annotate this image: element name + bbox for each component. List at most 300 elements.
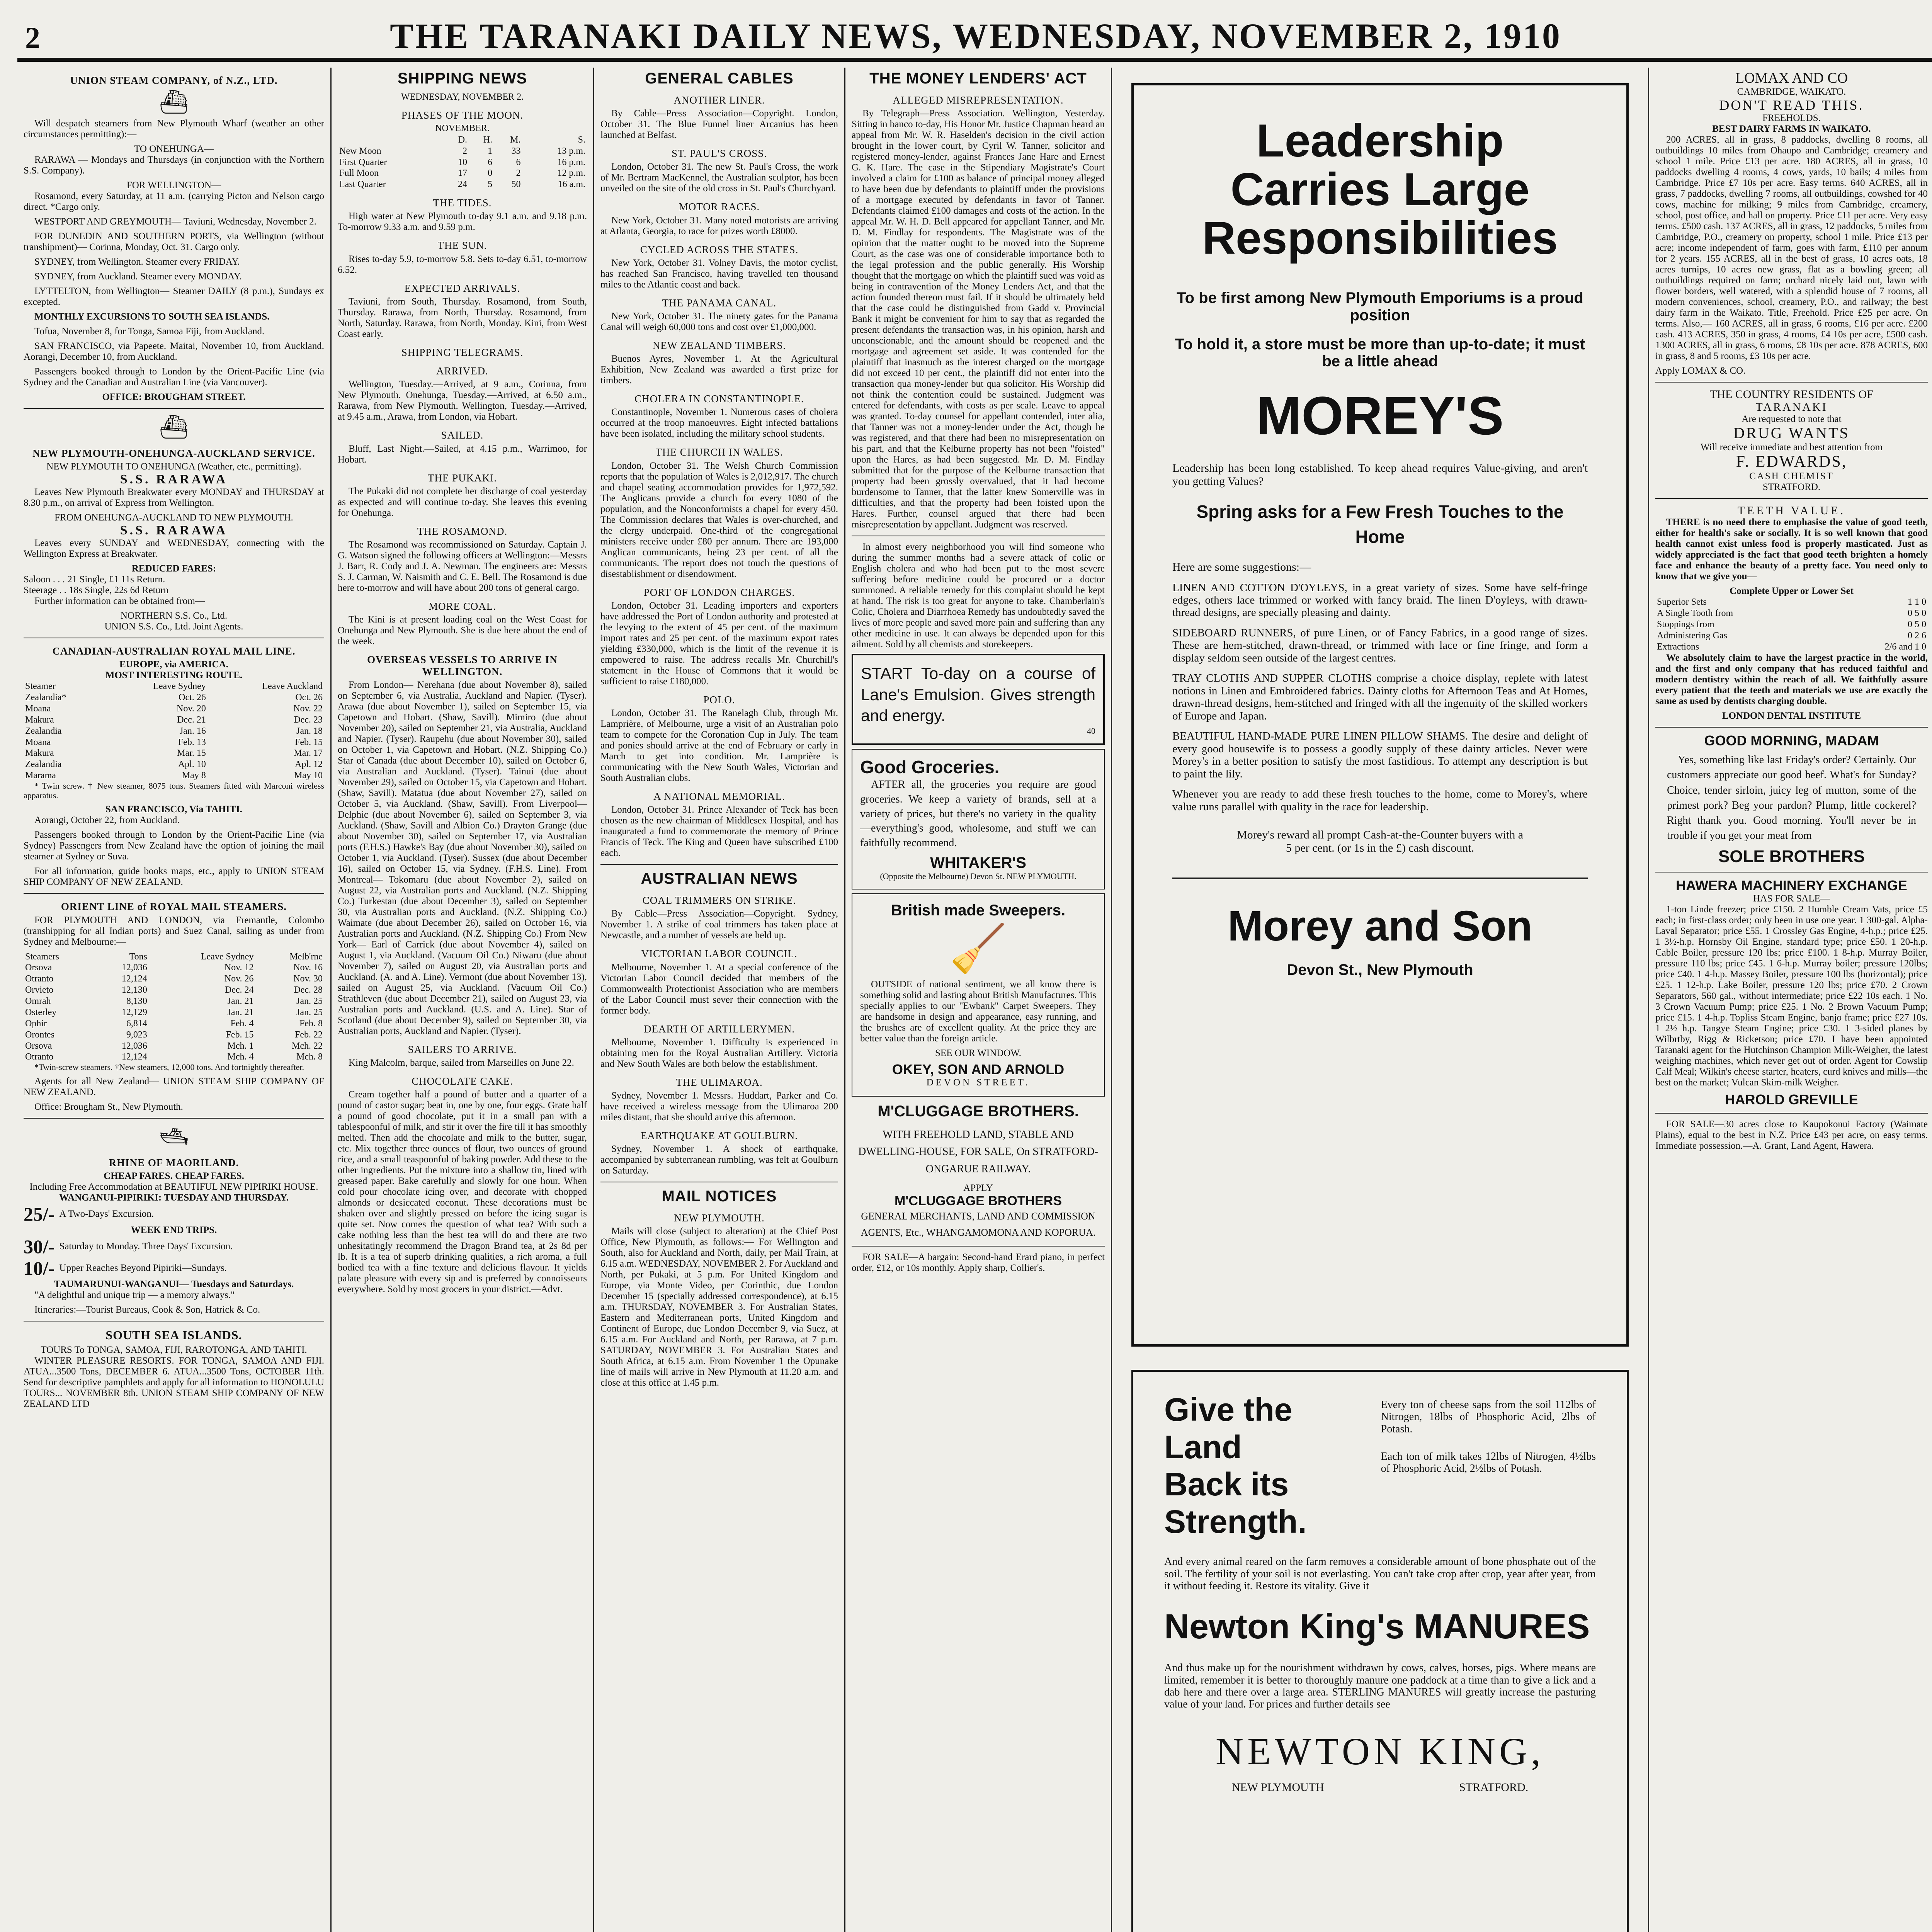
sweepers-heading: British made Sweepers. <box>891 902 1066 919</box>
table-cell: 12 p.m. <box>557 168 585 179</box>
table-cell: M. <box>510 134 521 145</box>
pukaki-heading: THE PUKAKI. <box>428 472 497 484</box>
union-header: UNION STEAM COMPANY, of N.Z., LTD. <box>70 75 278 86</box>
phases-moon: PHASES OF THE MOON. <box>401 109 524 121</box>
memorial: London, October 31. Prince Alexander of Teck has been chosen as the new chairman of Middlesex Hospital, and has inaugurated a fund to commemorate the memory of Prince Francis of Teck. The King and Queen have subscribed £100 each. <box>600 804 838 859</box>
text-3: And every animal reared on the farm removes a considerable amount of bone phosphate out of the soil. The fertility of your soil is not everlasting. You can't take crop after crop, year after year, from it without feeding it. Restore its vitality. Give it <box>1164 1556 1596 1592</box>
table-cell: 12,036 <box>121 1041 147 1051</box>
madam-body: Yes, something like last Friday's order? Certainly. Our customers appreciate our good beef. What's for Sunday? Choice, tender sirloin, juicy leg of mutton, some of the primest pork? Beg your pardon? Plump, little cockerel? Right thank you. Good morning. You'll never be in trouble if you get your meat from <box>1667 754 1916 842</box>
tides-heading: THE TIDES. <box>433 197 492 209</box>
ulimaroa-heading: THE ULIMAROA. <box>676 1076 763 1088</box>
table-cell: Feb. 8 <box>299 1018 323 1029</box>
masthead <box>17 15 1932 62</box>
table-row <box>24 692 324 703</box>
table-row <box>24 703 324 714</box>
table-row <box>1655 619 1928 630</box>
lyttelton: LYTTELTON, from Wellington— Steamer DAILY (8 p.m.), Sundays ex excepted. <box>24 286 324 308</box>
table-cell: 5 <box>488 179 493 190</box>
newspaper-title: THE TARANAKI DAILY NEWS, WEDNESDAY, NOVEMBER 2, 1910 <box>390 16 1561 56</box>
teeth-2: We absolutely claim to have the largest practice in the world, and the first and only company that has reduced faithful and modern dentistry within the reach of all. We faithfully assure every patient that the teeth and materials we use are exactly the same as used by dentists charging double. <box>1655 652 1928 706</box>
piano-for-sale: FOR SALE—A bargain: Second-hand Erard piano, in perfect order, £12, or 10s monthly. Apply sharp, Collier's. <box>852 1252 1105 1274</box>
morey-box <box>1131 83 1629 1347</box>
money-lenders-header: THE MONEY LENDERS' ACT <box>869 70 1087 87</box>
col-shipping-news <box>330 68 593 1932</box>
tides: High water at New Plymouth to-day 9.1 a.m. and 9.18 p.m. To-morrow 9.33 a.m. and 9.59 p.m. <box>338 211 587 233</box>
labor-heading: VICTORIAN LABOR COUNCIL. <box>641 948 798 960</box>
table-cell: Mch. 1 <box>227 1041 254 1051</box>
drug-body: Will receive immediate and best attention from <box>1700 442 1883 452</box>
timbers: Buenos Ayres, November 1. At the Agricultural Exhibition, New Zealand was awarded a first prize for timbers. <box>600 354 838 386</box>
table-cell: Makura <box>25 748 54 759</box>
table-cell: 12,129 <box>121 1007 147 1017</box>
lane-title: START To-day on a course of Lane's Emulsion. Gives strength and energy. <box>861 664 1095 725</box>
table-cell: Dec. 24 <box>224 985 254 995</box>
table-cell: First Quarter <box>339 157 387 167</box>
table-row <box>1655 630 1928 641</box>
from-onehunga: FROM ONEHUNGA-AUCKLAND TO NEW PLYMOUTH. <box>54 512 293 523</box>
general-merchants: GENERAL MERCHANTS, LAND AND COMMISSION AGENTS, Etc., WHANGAMOMONA AND KOPORUA. <box>861 1211 1096 1238</box>
table-cell: Orsova <box>25 1041 52 1051</box>
for-wellington: FOR WELLINGTON— <box>126 180 221 191</box>
table-cell: S. <box>578 134 585 145</box>
table-cell: New Moon <box>339 146 381 156</box>
ss-rarawa-2: S.S. RARAWA <box>120 523 228 537</box>
table-row <box>24 1051 324 1063</box>
pauls: London, October 31. The new St. Paul's Cross, the work of Mr. Bertram MacKennel, the Australian sculptor, has been unveiled on the site of the old cross in St. Paul's Churchyard. <box>600 162 838 194</box>
polo-heading: POLO. <box>703 694 735 706</box>
table-cell: 1 1 0 <box>1908 597 1926 607</box>
delightful: "A delightful and unique trip — a memory always." <box>34 1290 235 1301</box>
fare-1-price: 25/- <box>24 1203 55 1225</box>
sweepers-body: OUTSIDE of national sentiment, we all know there is something solid and lasting about British Manufactures. This specially applies to our "Ewbank" Carpet Sweepers. They are handsome in design and appearance, easy running, and the brushes are of excellent quality. At the price they are better value than the foreign article. <box>860 979 1096 1044</box>
table-cell: 12,130 <box>121 985 147 995</box>
table-row <box>24 1029 324 1041</box>
farms: 200 ACRES, all in grass, 8 paddocks, dwelling 8 rooms, all outbuildings 10 miles from Ohaupo and Cambridge; creamery and school 1 mile. Price £13 per acre. 180 ACRES, all in grass, 10 paddocks dwelling 4 rooms, 4 cows, yards, 10 bails; 4 miles from Cambridge. Price £7 10s per acre. Easy terms. 640 ACRES, all in grass, 7 paddocks, dwelling 7 rooms, all outbuildings, cowshed for 40 cows, machine for milking; 9 miles from Cambridge, creamery, school, post office, and hall on property. Price £11 per acre. Very easy terms. £500 cash. 137 ACRES, all in grass, 12 paddocks, 5 miles from Cambridge, P.O., creamery on property, school 1 mile. Price £13 per acre; income independent of farm, goes with farm, £110 per annum for 2 years. 155 ACRES, all in the best of grass, 10 acres oats, 18 acres turnips, 10 acres new grass, flat as a bowling green; all outbuildings required on farm; orchard nicely laid out, lawn with flower borders, well watered, with a splendid house of 7 rooms, all modern conveniences, school, creamery, P.O., and railway; the best dairy farm in the Waikato. Title, Freehold. Price £25 per acre. On terms. Also,— 160 ACRES, all in grass, 6 rooms, £16 per acre. £200 cash. 413 ACRES, 350 in grass, 4 rooms, £4 10s per acre, £500 cash. 1300 ACRES, all in grass, 6 rooms, £8 10s per acre. 878 ACRES, 600 in grass, 8 and 5 rooms, £3 10s per acre. <box>1655 134 1928 361</box>
table-cell: 2 <box>516 168 521 179</box>
pass-booked: Passengers booked through to London by the Orient-Pacific Line (via Sydney) Passengers from New Zealand have the option of joining the mail steamer at Sydney or Suva. <box>24 830 324 862</box>
rosamond-heading: THE ROSAMOND. <box>417 525 508 537</box>
panama-heading: THE PANAMA CANAL. <box>662 297 777 309</box>
pauls-heading: ST. PAUL'S CROSS. <box>672 148 767 160</box>
table-cell: Superior Sets <box>1657 597 1707 607</box>
sydney-auckland: SYDNEY, from Auckland. Steamer every MONDAY. <box>34 271 242 282</box>
town-stratford: STRATFORD. <box>1459 1781 1529 1794</box>
table-row <box>24 1041 324 1052</box>
telegrams-heading: SHIPPING TELEGRAMS. <box>401 346 524 358</box>
expected: Taviuni, from South, Thursday. Rosamond, from South, Thursday. Rarawa, from North, Thursday. Rosamond, from North, Saturday. Rarawa, from North, Monday. Kini, from West Coast early. <box>338 296 587 339</box>
office-2: Office: Brougham St., New Plymouth. <box>34 1101 183 1112</box>
leaves-breakwater: Leaves New Plymouth Breakwater every MONDAY and THURSDAY at 8.30 p.m., on arrival of Express from Wellington. <box>24 486 324 508</box>
table-row <box>24 770 324 781</box>
orient-table <box>24 951 324 1063</box>
divider <box>1655 498 1928 499</box>
tours: TOURS To TONGA, SAMOA, FIJI, RAROTONGA, AND TAHITI. <box>41 1345 307 1355</box>
lane-emulsion-ad <box>852 654 1105 745</box>
table-row <box>1655 597 1928 608</box>
mail-sub: NEW PLYMOUTH. <box>674 1212 765 1224</box>
table-cell: 12,124 <box>121 974 147 984</box>
text-1: Every ton of cheese saps from the soil 112lbs of Nitrogen, 18lbs of Phosphoric Acid, 2lbs of Potash. <box>1381 1399 1596 1435</box>
twin-screw-note: * Twin screw. † New steamer, 8075 tons. Steamers fitted with Marconi wireless apparatus. <box>24 781 324 800</box>
table-cell: 50 <box>511 179 521 190</box>
mcluggage-heading: M'CLUGGAGE BROTHERS. <box>878 1102 1079 1120</box>
cycled-heading: CYCLED ACROSS THE STATES. <box>640 243 799 255</box>
table-cell: Mar. 17 <box>294 748 323 759</box>
cholera-heading: CHOLERA IN CONSTANTINOPLE. <box>634 393 804 405</box>
stratford: STRATFORD. <box>1762 481 1821 492</box>
mail: Mails will close (subject to alteration) at the Chief Post Office, New Plymouth, as follows:— For Wellington and South, also for Auckland and North, daily, per Mail Train, at 6.15 a.m. WEDNESDAY, NOVEMBER 2. For Auckland and North, per Pukaki, at 5 p.m. For United Kingdom and Europe, via Monte Video, per Corinthic, due London December 15 (specially addressed correspondence), at 6.15 a.m. THURSDAY, NOVEMBER 3. For Australian States, Eastern and Mediterranean ports, United Kingdom and Continent of Europe, due London December 9, via Suez, at 6.15 a.m. For Auckland and North, per Rarawa, at 7 p.m. SATURDAY, NOVEMBER 3. For Australian States and South Africa, at 6.15 a.m. From November 1 the Opunake line of mails will arrive in New Plymouth at 11.20 a.m. and close at this office at 1.45 p.m. <box>600 1226 838 1388</box>
np-onehunga-header: NEW PLYMOUTH-ONEHUNGA-AUCKLAND SERVICE. <box>32 447 315 459</box>
motor-heading: MOTOR RACES. <box>679 201 760 213</box>
chocolate-cake: Cream together half a pound of butter and a quarter of a pound of castor sugar; beat in, one by one, four eggs. Grate half a pound of good chocolate, put it in a small pan with a tablespoonful of milk, and stir it over the fire till it has smoothly melted. Then add the chocolate and milk to the butter, sugar, etc. Mix together three ounces of flour, two ounces of ground rice, and a small teaspoonful of baking powder. Add these to the other ingredients. Put the mixture into a shallow tin, lined with greased paper. Bake carefully and slowly for one hour. When cold pour chocolate icing over, and decorate with chopped almonds or desiccated coconut. These decorations must be shaken over and slightly pressed on before the icing sugar is quite set. Now comes the question of what tea? With such a cake nothing less than the best tea will do and there are two unhesitatingly recommend the Dragon Brand tea, at 2s 8d per lb. It is a tea of superb drinking qualities, a rich aroma, a full bodied tea with a fine texture and delicious flavour. It yields palate pleasure with every sip and is preferred by connoisseurs everywhere. Sold by most grocers in your district.—Advt. <box>338 1089 587 1295</box>
divider <box>1655 1113 1928 1114</box>
morey-item: SIDEBOARD RUNNERS, of pure Linen, or of Fancy Fabrics, in a good range of sizes. These are hem-stitched, drawn-thread, or trimmed with lace or fine fringe, and form a display seldom seen outside of the largest centres. <box>1172 626 1588 664</box>
cash-chemist: CASH CHEMIST <box>1749 471 1834 481</box>
table-cell: Steamers <box>25 951 59 962</box>
whitakers: WHITAKER'S <box>930 854 1026 871</box>
table-cell: 1 <box>488 146 493 156</box>
table-cell: Jan. 25 <box>296 1007 323 1017</box>
table-cell: 0 <box>488 168 493 179</box>
coal: The Kini is at present loading coal on the West Coast for Onehunga and New Plymouth. She is due here about the end of the week. <box>338 614 587 647</box>
morey-address: Devon St., New Plymouth <box>1287 961 1473 979</box>
newton-king-ad <box>1111 1358 1648 1932</box>
shipping-news-header: SHIPPING NEWS <box>397 70 527 87</box>
whenever: Whenever you are ready to add these fresh touches to the home, come to Morey's, where value runs parallel with quality in the race for leadership. <box>1172 788 1588 813</box>
table-row <box>24 985 324 996</box>
table-cell: Dec. 28 <box>294 985 323 995</box>
table-cell: Nov. 26 <box>224 974 254 984</box>
office: OFFICE: BROUGHAM STREET. <box>102 392 246 403</box>
morey-ad <box>1111 68 1648 1358</box>
table-row <box>24 973 324 985</box>
arrived: Wellington, Tuesday.—Arrived, at 9 a.m., Corinna, from New Plymouth. Onehunga, Tuesday.—Arrived, at 6.50 a.m., Rarawa, from New Plymouth. Wellington, Tuesday.—Arrived, at 9.45 a.m., Arawa, from London, via Hobart. <box>338 379 587 422</box>
table-cell: Full Moon <box>339 168 379 179</box>
sailers-heading: SAILERS TO ARRIVE. <box>408 1043 517 1055</box>
westport: WESTPORT AND GREYMOUTH— Taviuni, Wednesday, November 2. <box>34 216 316 227</box>
col-money-lenders <box>844 68 1111 1932</box>
table-cell: Oct. 26 <box>179 692 206 703</box>
cake-heading: CHOCOLATE CAKE. <box>412 1075 513 1087</box>
london-dental: LONDON DENTAL INSTITUTE <box>1722 710 1861 721</box>
morey-item: LINEN AND COTTON D'OYLEYS, in a great variety of sizes. Some have self-fringe edges, others lace trimmed or worked with fancy braid. The linen D'oyleys, with drawn-thread designs, are specially pleasing and dainty. <box>1172 581 1588 619</box>
reward: Morey's reward all prompt Cash-at-the-Counter buyers with a 5 per cent. (or 1s in the £) cash discount. <box>1236 828 1524 854</box>
table-cell: 12,124 <box>121 1052 147 1062</box>
columns <box>17 68 1932 1932</box>
table-cell: 8,130 <box>126 996 147 1007</box>
morey-item: BEAUTIFUL HAND-MADE PURE LINEN PILLOW SHAMS. The desire and delight of every good housewife is to possess a goodly supply of these dainty articles. Never were Morey's in a better position to satisfy the most fastidious. To attempt any description is but to paint the lily. <box>1172 730 1588 780</box>
table-cell: Orsova <box>25 963 52 973</box>
see-window: SEE OUR WINDOW. <box>935 1048 1021 1058</box>
table-cell: Jan. 25 <box>296 996 323 1007</box>
table-row <box>24 737 324 748</box>
cheap-fares: CHEAP FARES. CHEAP FARES. <box>104 1171 244 1182</box>
reduced-fares: REDUCED FARES: <box>131 563 216 574</box>
table-cell: Mch. 8 <box>296 1052 323 1062</box>
liner-heading: ANOTHER LINER. <box>673 94 765 106</box>
harold-greville: HAROLD GREVILLE <box>1725 1091 1858 1107</box>
morey-intro: Leadership has been long established. To keep ahead requires Value-giving, and aren't you getting Values? <box>1172 461 1588 488</box>
table-cell: May 10 <box>294 770 323 781</box>
wales: London, October 31. The Welsh Church Commission reports that the population of Wales is 2,012,917. The church and chapel seating accommodation provides for 1,972,592. The Anglicans provide a church for every 1080 of the population, and the Nonconformists a chapel for every 450. The Commission declares that Wales is over-churched, and the clergy underpaid. One-third of the congregational ministers receive under £80 per annum. There are 193,000 Anglican communicants, being 23 per cent. of all the communicants. The report does not touch the questions of disestablishment or disendowment. <box>600 460 838 579</box>
table-row <box>1655 608 1928 619</box>
town-new-plymouth: NEW PLYMOUTH <box>1231 1781 1324 1794</box>
fare-row-1 <box>24 1203 324 1225</box>
further-info: Further information can be obtained from— <box>34 596 205 606</box>
table-row <box>24 962 324 973</box>
for-all-info: For all information, guide books maps, etc., apply to UNION STEAM SHIP COMPANY OF NEW ZEALAND. <box>24 866 324 888</box>
freehold: WITH FREEHOLD LAND, STABLE AND DWELLING-HOUSE, FOR SALE, On STRATFORD-ONGARUE RAILWAY. <box>858 1128 1098 1175</box>
coal-strike-heading: COAL TRIMMERS ON STRIKE. <box>642 895 796 906</box>
table-cell: Last Quarter <box>339 179 386 190</box>
table-cell: Nov. 16 <box>293 963 323 973</box>
table-cell: Nov. 22 <box>293 703 323 714</box>
table-cell: Melb'rne <box>289 951 323 962</box>
artillery-heading: DEARTH OF ARTILLERYMEN. <box>643 1023 795 1035</box>
okey-sub: DEVON STREET. <box>926 1077 1030 1088</box>
winter-resorts: WINTER PLEASURE RESORTS. FOR TONGA, SAMOA AND FIJI. ATUA...3500 Tons, DECEMBER 6. ATUA...3500 Tons, OCTOBER 11th. Send for descriptive pamphlets and apply for all information to HONOLULU TOURS... NOVEMBER 8th. UNION STEAM SHIP COMPANY OF NEW ZEALAND LTD <box>24 1355 324 1410</box>
text-4: And thus make up for the nourishment withdrawn by cows, calves, horses, pigs. Where means are limited, remember it is better to thoroughly manure one paddock at a time than to give a lick and a dab here and there over a large area. STERLING MANURES will greatly increase the pasturing value of your land. For prices and further details see <box>1164 1662 1596 1711</box>
table-cell: Tons <box>129 951 147 962</box>
table-row <box>24 726 324 737</box>
table-cell: Otranto <box>25 974 54 984</box>
table-cell: 0 5 0 <box>1908 608 1926 619</box>
good-groceries-ad <box>852 749 1105 889</box>
table-cell: Administering Gas <box>1657 631 1727 641</box>
overseas-heading: OVERSEAS VESSELS TO ARRIVE IN WELLINGTON. <box>367 654 558 677</box>
colic-remedy: In almost every neighborhood you will find someone who during the summer months had a severe attack of colic or English cholera and who had been put to the most severe suffering before medicine could be procured or a doctor summoned. A reliable remedy for this complaint should be kept at hand. The risk is too great for anyone to take. Chamberlain's Colic, Cholera and Diarrhoea Remedy has undoubtedly saved the lives of more people and saved more pain and suffering than any other medicine in use. It can always be depended upon for this ailment. Sold by all chemists and storekeepers. <box>852 542 1105 650</box>
taumarunui: TAUMARUNUI-WANGANUI— Tuesdays and Saturdays. <box>54 1279 294 1290</box>
steamship-icon: ⛴ <box>159 89 189 115</box>
table-row <box>24 996 324 1007</box>
fare-2-price: 30/- <box>24 1236 55 1258</box>
table-row <box>24 748 324 759</box>
table-cell: Moana <box>25 737 51 747</box>
table-cell: 9,023 <box>126 1029 147 1040</box>
for-sale-acres: FOR SALE—30 acres close to Kaupokonui Factory (Waimate Plains), equal to the best in N.Z. Price £43 per acre, on easy terms. Immediate possession.—A. Grant, Land Agent, Hawera. <box>1655 1119 1928 1151</box>
table-row <box>24 1018 324 1029</box>
table-cell: Moana <box>25 703 51 714</box>
table-cell: Orvieto <box>25 985 54 995</box>
divider <box>24 893 324 894</box>
motor: New York, October 31. Many noted motorists are arriving at Atlanta, Georgia, to race for prizes worth £8000. <box>600 215 838 236</box>
np-to-onehunga: NEW PLYMOUTH TO ONEHUNGA (Weather, etc., permitting). <box>46 461 301 472</box>
general-cables-header: GENERAL CABLES <box>645 70 794 87</box>
for-plymouth: FOR PLYMOUTH AND LONDON, via Fremantle, Colombo (transhipping for all Indian ports) and Suez Canal, sailing as under from Sydney and Melbourne:— <box>24 915 324 947</box>
table-cell: Mch. 4 <box>227 1052 254 1062</box>
table-cell: 13 p.m. <box>557 146 585 156</box>
good-morning-madam: GOOD MORNING, MADAM <box>1704 732 1879 748</box>
sun: Rises to-day 5.9, to-morrow 5.8. Sets to-day 6.51, to-morrow 6.52. <box>338 253 587 275</box>
teeth: THERE is no need there to emphasise the value of good teeth, either for health's sake or socially. It is so well known that good health cannot exist unless food is properly masticated. Just as widely appreciated is the fact that good teeth brighten a homely face and enhance the beauty of a pretty face. You need only to know that we give you— <box>1655 517 1928 582</box>
table-cell: 33 <box>511 146 521 156</box>
col-general-cables <box>593 68 844 1932</box>
saloon-fare: Saloon . . . 21 Single, £1 11s Return. <box>24 574 165 585</box>
text-2: Each ton of milk takes 12lbs of Nitrogen, 4½lbs of Phosphoric Acid, 2½lbs of Potash. <box>1381 1451 1596 1475</box>
mail-notices-header: MAIL NOTICES <box>662 1188 777 1205</box>
tofua: Tofua, November 8, for Tonga, Samoa Fiji, from Auckland. <box>34 326 265 337</box>
spring: Spring asks for a Few Fresh Touches to the Home <box>1196 502 1564 547</box>
table-cell: 2/6 and 1 0 <box>1884 641 1926 652</box>
leaves-onehunga: Leaves every SUNDAY and WEDNESDAY, connecting with the Wellington Express at Breakwater. <box>24 538 324 559</box>
table-cell: Jan. 18 <box>296 726 323 736</box>
table-row <box>338 179 587 190</box>
carpet-sweeper-icon: 🧹 <box>949 923 1007 975</box>
cycled: New York, October 31. Volney Davis, the motor cyclist, has reached San Francisco, having travelled ten thousand miles to the Atlantic coast and back. <box>600 257 838 290</box>
twin-note: *Twin-screw steamers. †New steamers, 12,000 tons. And fortnightly thereafter. <box>34 1062 304 1072</box>
headline-1: Leadership <box>1256 115 1504 167</box>
tag-2: To hold it, a store must be more than up-to-date; it must be a little ahead <box>1175 335 1585 370</box>
table-cell: Osterley <box>25 1007 57 1017</box>
table-cell: 10 <box>458 157 468 167</box>
suggest: Here are some suggestions:— <box>1172 560 1311 573</box>
table-cell: Nov. 12 <box>224 963 254 973</box>
table-cell: Makura <box>25 714 54 725</box>
table-row <box>24 1007 324 1018</box>
newton-king-name: NEWTON KING, <box>1215 1730 1545 1773</box>
steamship-icon: ⛴ <box>159 414 189 440</box>
sailers: King Malcolm, barque, sailed from Marseilles on June 22. <box>349 1057 574 1068</box>
divider <box>1655 727 1928 728</box>
table-cell: Zealandia <box>25 759 62 770</box>
table-cell: Omrah <box>25 996 51 1007</box>
moreys-name: MOREY'S <box>1256 385 1504 446</box>
table-cell: Stoppings from <box>1657 619 1714 630</box>
table-cell: Leave Sydney <box>201 951 254 962</box>
teeth-heading: TEETH VALUE. <box>1737 504 1846 517</box>
australian-news-header: AUSTRALIAN NEWS <box>641 870 798 888</box>
farms-heading: BEST DAIRY FARMS IN WAIKATO. <box>1712 123 1871 134</box>
drug-wants: DRUG WANTS <box>1733 424 1850 442</box>
headline-1: Give the Land <box>1164 1391 1293 1465</box>
fare-3-price: 10/- <box>24 1257 55 1279</box>
rhine-header: RHINE OF MAORILAND. <box>109 1157 239 1169</box>
sailed-heading: SAILED. <box>441 429 484 441</box>
table-row <box>338 146 587 157</box>
money-lenders-body: By Telegraph—Press Association. Wellington, Yesterday. Sitting in banco to-day, His Honor Mr. Justice Chapman heard an appeal from Mr. W. R. Haselden's decision in the civil action brought in the lower court, by Cyril W. Tanner, solicitor and registered money-lender, against Frances Jane Hare and Ernest G. K. Hare. The case in the Stipendiary Magistrate's Court involved a claim for £100 as balance of principal money alleged to have been due by defendants to plaintiff under the provisions of a mortgage executed by defendants in favor of Tanner. Defendants claimed £100 damages and costs of the action. In the appeal Mr. W. H. D. Bell appeared for appellant Tanner, and Mr. D. M. Findlay for respondents. The Magistrate was of the opinion that the matter ought to be moved into the Supreme Court, as the case was one of considerable importance both to the legal profession and the public generally. His Worship thought that the mortgage on which the plaintiff sued was void as being in contravention of the Money Lenders Act, and that the action founded thereon must fail. If it should be ultimately held that the case could be distinguished from Gadd v. Provincial Bank it might be convenient for him to say that as regarded the present defendants the transaction was, in his opinion, harsh and unconscionable, and the amount should be reopened and the mortgage and agreement set aside. It was contended for the plaintiff that inasmuch as the interest charged on the mortgage did not exceed 10 per cent., the plaintiff did not enter into the transaction qua money-lender but qua solicitor. His Worship did not think the contention could be sustained. Judgment was entered for defendants, with costs as per scale. Leave to appeal was granted. To-day counsel for appellant contended, inter alia, that Tanner was not a money-lender under the Act, though he was registered, and that there had been no misrepresentation on his part, and that the Kelburne property has not been "foisted" upon the Hares, as had been suggested. Mr. D. M. Findlay submitted that for the purpose of the Kelburne transaction that property had been grossly overvalued, that it had become burdensome to Tanner, that the latter knew Somerville was in difficulties, and that the property had been foisted upon the Hares. Further, counsel argued that there had been misrepresentation by appellant. Judgment was reserved. <box>852 108 1105 530</box>
month: NOVEMBER. <box>435 123 490 133</box>
port-heading: PORT OF LONDON CHARGES. <box>643 586 795 598</box>
complete-set: Complete Upper or Lower Set <box>1730 586 1854 597</box>
table-cell: Mar. 15 <box>177 748 206 759</box>
table-head <box>24 951 324 963</box>
moon-table <box>338 134 587 190</box>
quake: Sydney, November 1. A shock of earthquake, accompanied by subterranean rumbling, was felt at Goulburn on Saturday. <box>600 1144 838 1176</box>
itineraries: Itineraries:—Tourist Bureaus, Cook & Son, Hatrick & Co. <box>34 1304 260 1315</box>
whitakers-sub: (Opposite the Melbourne) Devon St. NEW PLYMOUTH. <box>880 871 1077 881</box>
page-number: 2 <box>25 21 40 54</box>
fare-3-desc: Upper Reaches Beyond Pipiriki—Sundays. <box>59 1263 227 1274</box>
table-cell: 17 <box>458 168 468 179</box>
sweepers-ad <box>852 893 1105 1097</box>
machinery: 1-ton Linde freezer; price £150. 2 Humble Cream Vats, price £5 each; in first-class order; only been in use one year. 1 300-gal. Alpha-Laval Separator; price £55. 1 Crossley Gas Engine, 4-h.p.; price £25. 1 3½-h.p. Hornsby Oil Engine, standard type; price £50. 1 20-h.p. Cable Boiler, pressure 120 lbs; price £100. 1 8-h.p. Murray Boiler, pressure 110 lbs; price £45. 1 6-h.p. Murray boiler; pressure 120lbs; price £40. 1 4-h.p. Massey Boiler, pressure 100 lbs (horizontal); price £25. 1 12-h.p. Lake Boiler, pressure 120 lbs; price £70. 2 Crown Separators, 560 gal., without intermediate; price £22 10s each. 1 No. 3 Crown Vacuum Pump; price £25. 1 No. 2 Brown Vacuum Pump; price £15. 1 4-h.p. Topliss Steam Engine, banjo frame; price £27 10s. 1 2½ h.p. Tangye Steam Engine; price £30. 1 3-sided planes by Wilbrtby, Rigg & Ricketson; price £70. I have been appointed Taranaki agent for the Hutchinson Champion Milk-Weigher, the latest weighing machines, which never get out of order. Agent for Cowslip Calf Meal; Wilkin's cheese starter, heaters, curd knives and mills—the best on the market; Vulcan Skim-milk Weigher. <box>1655 904 1928 1088</box>
table-cell: D. <box>458 134 468 145</box>
table-cell: 0 5 0 <box>1908 619 1926 630</box>
dont-read-this: DON'T READ THIS. <box>1719 97 1864 113</box>
headline-2: Carries Large <box>1230 163 1530 215</box>
table-cell: Orontes <box>25 1029 54 1040</box>
table-cell: Feb. 13 <box>178 737 206 747</box>
rarawa: RARAWA — Mondays and Thursdays (in conjunction with the Northern S.S. Company). <box>24 155 324 176</box>
table-row <box>1655 641 1928 653</box>
morey-and-son: Morey and Son <box>1228 902 1532 950</box>
table-row <box>24 714 324 726</box>
sun-heading: THE SUN. <box>437 240 487 252</box>
arrived-heading: ARRIVED. <box>436 365 488 377</box>
dunedin: FOR DUNEDIN AND SOUTHERN PORTS, via Wellington (without transhipment)— Corinna, Monday, Oct. 31. Cargo only. <box>24 231 324 253</box>
table-cell: 6 <box>516 157 521 167</box>
table-cell: Feb. 22 <box>295 1029 323 1040</box>
table-cell: Oct. 26 <box>295 692 323 703</box>
week-end: WEEK END TRIPS. <box>131 1225 217 1236</box>
fare-1-desc: A Two-Days' Excursion. <box>59 1209 154 1219</box>
divider <box>600 864 838 865</box>
ulimaroa: Sydney, November 1. Messrs. Huddart, Parker and Co. have received a wireless message from the Ulimaroa 200 miles distant, that she should arrive this afternoon. <box>600 1090 838 1123</box>
table-cell: Nov. 30 <box>293 974 323 984</box>
table-cell: Otranto <box>25 1052 54 1062</box>
table-cell: Zealandia* <box>25 692 66 703</box>
table-cell: 6 <box>488 157 493 167</box>
requested: Are requested to note that <box>1742 414 1842 425</box>
col-classifieds <box>1648 68 1932 1932</box>
union-agents: UNION S.S. Co., Ltd. Joint Agents. <box>104 621 243 632</box>
rosamond-news: The Rosamond was recommissioned on Saturday. Captain J. G. Watson signed the following officers at Wellington:—Messrs J. Barr, R. Cody and J. A. Newman. The engineers are: Messrs S. J. Carman, W. Naismith and C. E. Bell. The Rosamond is due here to-morrow and will have about 200 tons of general cargo. <box>338 539 587 594</box>
sf-tahiti: SAN FRANCISCO, Via TAHITI. <box>105 804 242 815</box>
labor: Melbourne, November 1. At a special conference of the Victorian Labor Council decided that members of the Commonwealth Protectionist Association who are members of the Labor Council must sever their connection with the former body. <box>600 962 838 1016</box>
memorial-heading: A NATIONAL MEMORIAL. <box>653 791 785 803</box>
aorangi: Aorangi, October 22, from Auckland. <box>34 815 180 826</box>
table-cell: 6,814 <box>126 1018 147 1029</box>
table-cell: Feb. 15 <box>295 737 323 747</box>
table-cell: A Single Tooth from <box>1657 608 1733 619</box>
th: Leave Sydney <box>153 681 206 692</box>
headline-2: Back its Strength. <box>1164 1466 1307 1540</box>
sydney: SYDNEY, from Wellington. Steamer every FRIDAY. <box>34 257 240 267</box>
artillery: Melbourne, November 1. Difficulty is experienced in obtaining men for the Royal Australian Artillery. Victoria and New South Wales are both below the establishment. <box>600 1037 838 1069</box>
sailed: Bluff, Last Night.—Sailed, at 4.15 p.m., Warrimoo, for Hobart. <box>338 443 587 465</box>
table-row <box>338 157 587 168</box>
including: Including Free Accommodation at BEAUTIFUL NEW PIPIRIKI HOUSE. <box>29 1182 318 1192</box>
divider <box>24 1118 324 1119</box>
table-cell: Marama <box>25 770 56 781</box>
fare-row-2 <box>24 1236 324 1257</box>
country-heading: THE COUNTRY RESIDENTS OF <box>1709 388 1874 401</box>
to-onehunga: TO ONEHUNGA— <box>134 144 214 155</box>
ss-rarawa: S.S. RARAWA <box>120 472 228 486</box>
apply: APPLY <box>963 1183 993 1194</box>
passengers: Passengers booked through to London by the Orient-Pacific Line (via Sydney and the Canadian and Australian Line (via Vancouver). <box>24 366 324 388</box>
fare-row-3 <box>24 1257 324 1279</box>
table-cell: Ophir <box>25 1018 47 1029</box>
europe-via-america: EUROPE, via AMERICA. <box>119 659 228 670</box>
table-cell: 12,036 <box>121 963 147 973</box>
table-cell: Jan. 21 <box>227 996 254 1007</box>
wales-heading: THE CHURCH IN WALES. <box>655 446 783 458</box>
table-row <box>24 759 324 770</box>
table-cell: May 8 <box>182 770 206 781</box>
steerage-fare: Steerage . . 18s Single, 22s 6d Return <box>24 585 168 595</box>
table-cell: Apl. 10 <box>178 759 206 770</box>
expected-heading: EXPECTED ARRIVALS. <box>404 282 520 294</box>
pukaki: The Pukaki did not complete her discharge of coal yesterday as expected and will continue to-day. She leaves this evening for Onehunga. <box>338 486 587 518</box>
tag-1: To be first among New Plymouth Emporiums is a proud position <box>1177 289 1583 324</box>
teeth-prices <box>1655 597 1928 652</box>
table-cell: Feb. 15 <box>226 1029 254 1040</box>
table-cell: H. <box>483 134 493 145</box>
mcluggage-2: M'CLUGGAGE BROTHERS <box>894 1194 1062 1209</box>
san-francisco: SAN FRANCISCO, via Papeete. Maitai, November 10, from Auckland. Aorangi, December 10, from Auckland. <box>24 341 324 362</box>
table-cell: Mch. 22 <box>292 1041 323 1051</box>
